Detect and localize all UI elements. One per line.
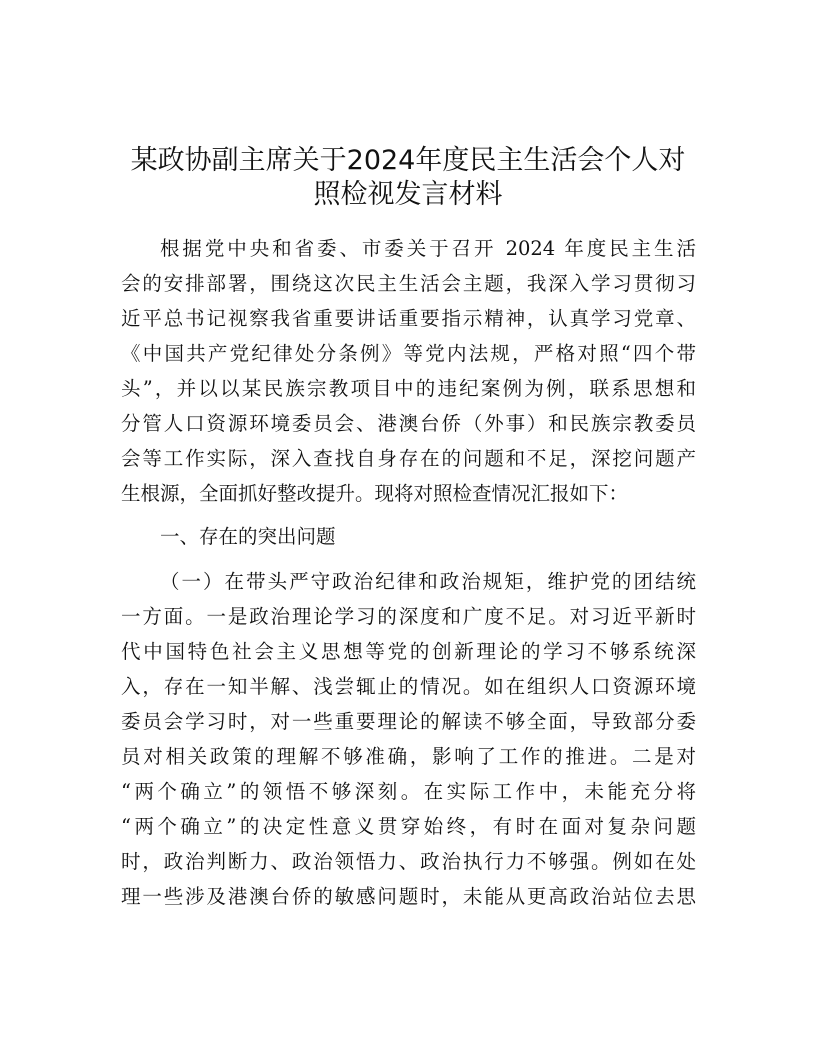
paragraph-2-line: 代中国特色社会主义思想等党的创新理论的学习不够系统深	[121, 640, 696, 663]
paragraph-1-line: 会等工作实际，深入查找自身存在的问题和不足，深挖问题产	[121, 447, 696, 470]
document-title-line-2: 照检视发言材料	[313, 179, 503, 210]
paragraph-2-line: 员对相关政策的理解不够准确，影响了工作的推进。二是对	[121, 745, 696, 768]
paragraph-2-line: “两个确立”的领悟不够深刻。在实际工作中，未能充分将	[121, 780, 696, 803]
paragraph-1-line: 分管人口资源环境委员会、港澳台侨（外事）和民族宗教委员	[121, 412, 696, 435]
paragraph-1-line: 《中国共产党纪律处分条例》等党内法规，严格对照“四个带	[121, 342, 696, 365]
paragraph-2-line: “两个确立”的决定性意义贯穿始终，有时在面对复杂问题	[121, 815, 696, 838]
paragraph-1-line: 根据党中央和省委、市委关于召开 2024 年度民主生活	[160, 237, 696, 260]
paragraph-1-line: 头”，并以以某民族宗教项目中的违纪案例为例，联系思想和	[121, 377, 696, 400]
paragraph-1-line: 近平总书记视察我省重要讲话重要指示精神，认真学习党章、	[121, 307, 696, 330]
paragraph-2-line: （一）在带头严守政治纪律和政治规矩，维护党的团结统	[160, 570, 696, 593]
section-heading: 一、存在的突出问题	[160, 525, 336, 548]
paragraph-1-line: 生根源，全面抓好整改提升。现将对照检查情况汇报如下：	[121, 482, 629, 505]
document-title-line-1: 某政协副主席关于2024年度民主生活会个人对	[130, 145, 686, 176]
paragraph-2-line: 时，政治判断力、政治领悟力、政治执行力不够强。例如在处	[121, 850, 696, 873]
paragraph-2-line: 理一些涉及港澳台侨的敏感问题时，未能从更高政治站位去思	[121, 885, 696, 908]
paragraph-1-line: 会的安排部署，围绕这次民主生活会主题，我深入学习贯彻习	[121, 272, 696, 295]
paragraph-2-line: 入，存在一知半解、浅尝辄止的情况。如在组织人口资源环境	[121, 675, 696, 698]
paragraph-2-line: 委员会学习时，对一些重要理论的解读不够全面，导致部分委	[121, 710, 696, 733]
paragraph-2-line: 一方面。一是政治理论学习的深度和广度不足。对习近平新时	[121, 605, 696, 628]
